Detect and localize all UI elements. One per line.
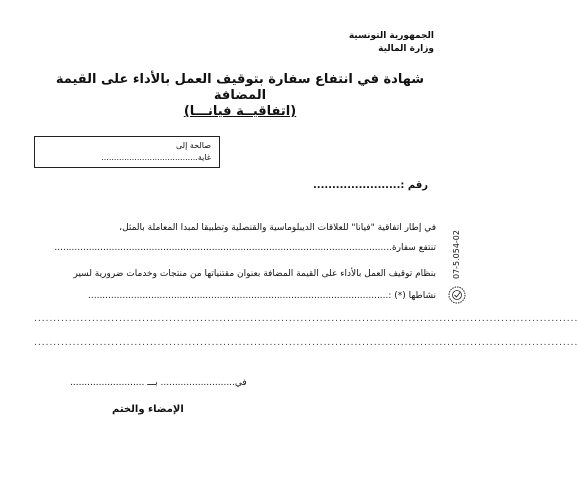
body-line-4: نشاطها (*) :......................................................................................................... [88,291,436,301]
document-title [40,72,440,120]
circular-seal-icon [448,286,466,304]
body-line-3: بنظام توقيف العمل بالأداء على القيمة المضافة بعنوان مقتنياتها من منتجات وخدمات ضرورية لسير [73,269,436,279]
title-subtitle: (اتفاقيــة فيانـــا) [183,104,297,119]
body-line-2: تنتفع سفارة...................................................................................................................... [54,243,436,253]
reference-number: رقم :....................... [313,180,428,191]
signature-label: الإمضاء والختم [112,404,184,415]
document-header [349,30,434,56]
dotted-line-6: ............................................................................................................................................. [34,338,578,348]
dotted-line-5: ............................................................................................................................................. [34,314,578,324]
form-code: 07-5.054-02 [452,230,461,280]
ministry-name: وزارة المالية [378,44,434,54]
country-name: الجمهورية التونسية [348,31,434,41]
title-main: شهادة في انتفاع سفارة بتوقيف العمل بالأداء على القيمة المضافة [55,72,425,103]
until-label: غاية...................................... [101,153,211,162]
validity-box [34,136,220,168]
body-line-1: في إطار اتفاقية "فيانا" للعلاقات الديبلوماسية والقنصلية وتطبيقا لمبدا المعاملة بالمثل، [119,223,436,233]
place-date-line: في.......................... بـــ .......................... [70,378,247,388]
valid-until-label: صالحة إلى [176,141,211,150]
